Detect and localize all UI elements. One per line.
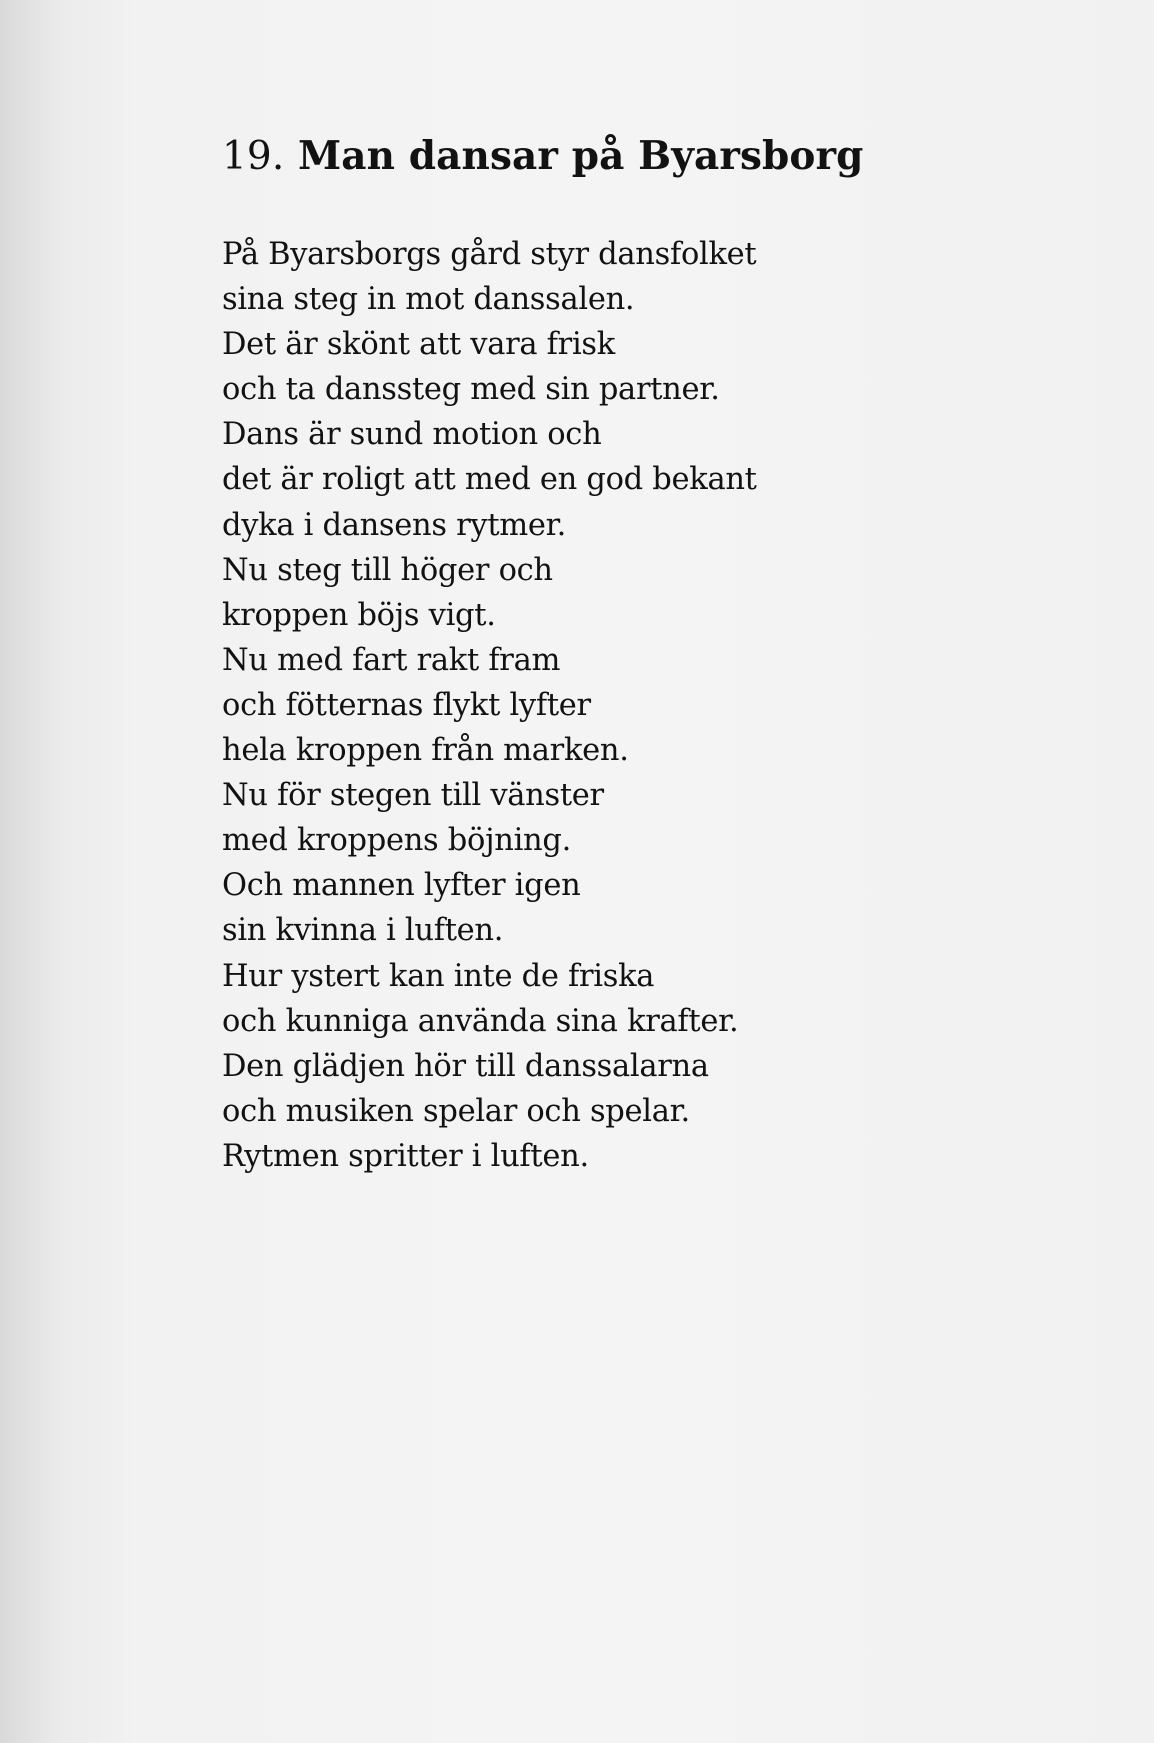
poem-line: Dans är sund motion och — [222, 417, 602, 453]
poem-line: Det är skönt att vara frisk — [222, 327, 615, 363]
poem-line: sina steg in mot danssalen. — [222, 282, 635, 318]
poem-line: Nu steg till höger och — [222, 552, 553, 588]
poem-line: Nu med fart rakt fram — [222, 642, 561, 678]
poem-line: Nu för stegen till vänster — [222, 778, 604, 814]
poem-title-text: Man dansar på Byarsborg — [298, 133, 864, 179]
poem-line: sin kvinna i luften. — [222, 913, 504, 949]
poem-line: Hur ystert kan inte de friska — [222, 958, 655, 994]
poem-line: På Byarsborgs gård styr dansfolket — [222, 237, 757, 272]
poem-line: och musiken spelar och spelar. — [222, 1093, 690, 1129]
poem-line: och kunniga använda sina krafter. — [222, 1003, 739, 1039]
poem-line: Och mannen lyfter igen — [222, 868, 581, 904]
poem-line: kroppen böjs vigt. — [222, 597, 496, 633]
poem-page — [222, 128, 1102, 1179]
poem-line: Rytmen spritter i luften. — [222, 1138, 589, 1174]
poem-number: 19. — [222, 134, 285, 179]
poem-line: dyka i dansens rytmer. — [222, 507, 566, 543]
poem-line: Den glädjen hör till danssalarna — [222, 1048, 709, 1084]
poem-line: och fötternas flykt lyfter — [222, 687, 591, 723]
poem-line: hela kroppen från marken. — [222, 733, 629, 769]
poem-line: med kroppens böjning. — [222, 823, 572, 859]
poem-title — [222, 128, 1102, 185]
poem-stanza — [222, 232, 1102, 1179]
poem-line: det är roligt att med en god bekant — [222, 462, 757, 498]
poem-line: och ta danssteg med sin partner. — [222, 372, 720, 408]
